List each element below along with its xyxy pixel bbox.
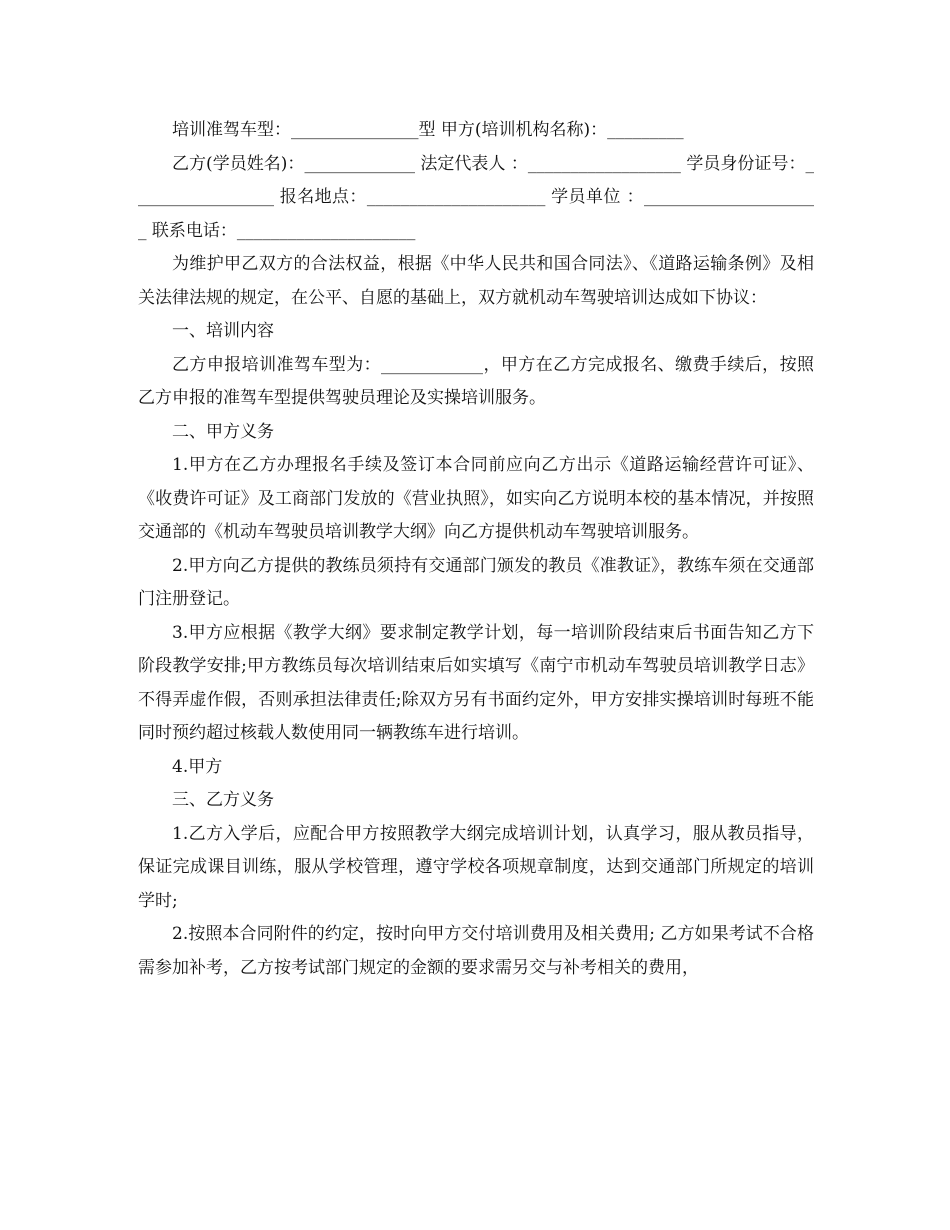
clause-a-4: 4.甲方 bbox=[172, 756, 223, 777]
section-heading-training-content: 一、培训内容 bbox=[172, 321, 274, 341]
clause-b-1: 1.乙方入学后，应配合甲方按照教学大纲完成培训计划，认真学习，服从教员指导，保证完成课目训练，服从学校管理，遵守学校各项规章制度，达到交通部门所规定的培训学时; bbox=[138, 823, 814, 911]
clause-b-2: 2.按照本合同附件的约定，按时向甲方交付培训费用及相关费用; 乙方如果考试不合格需参加补考，乙方按考试部门规定的金额的要求需另交与补考相关的费用， bbox=[138, 924, 814, 978]
paragraph-student-info: 乙方(学员姓名)：_____________ 法定代表人 ：__________________ 学员身份证号：_________________ 报名地点：_____________________ 学员单位 ：_____________________ 联系电话：_____________________ bbox=[138, 153, 814, 241]
clause-a-1: 1.甲方在乙方办理报名手续及签订本合同前应向乙方出示《道路运输经营许可证》、《收费许可证》及工商部门发放的《营业执照》，如实向乙方说明本校的基本情况，并按照交通部的《机动车驾驶员培训教学大纲》向乙方提供机动车驾驶培训服务。 bbox=[138, 455, 814, 542]
section-heading-party-a-obligations: 二、甲方义务 bbox=[172, 421, 274, 442]
paragraph-training-content: 乙方申报培训准驾车型为：____________，甲方在乙方完成报名、缴费手续后，按照乙方申报的准驾车型提供驾驶员理论及实操培训服务。 bbox=[138, 354, 814, 408]
clause-a-3: 3.甲方应根据《教学大纲》要求制定教学计划，每一培训阶段结束后书面告知乙方下阶段教学安排;甲方教练员每次培训结束后如实填写《南宁市机动车驾驶员培训教学日志》不得弄虚作假，否则承担法律责任;除双方另有书面约定外，甲方安排实操培训时每班不能同时预约超过核载人数使用同一辆教练车进行培训。 bbox=[138, 622, 814, 743]
paragraph-preamble: 为维护甲乙双方的合法权益，根据《中华人民共和国合同法》、《道路运输条例》及相关法律法规的规定，在公平、自愿的基础上，双方就机动车驾驶培训达成如下协议： bbox=[138, 254, 814, 308]
paragraph-training-vehicle-type: 培训准驾车型：_______________型 甲方(培训机构名称)：_________ bbox=[172, 120, 684, 140]
clause-a-2: 2.甲方向乙方提供的教练员须持有交通部门颁发的教员《准教证》，教练车须在交通部门注册登记。 bbox=[138, 555, 814, 609]
section-heading-party-b-obligations: 三、乙方义务 bbox=[172, 790, 274, 810]
